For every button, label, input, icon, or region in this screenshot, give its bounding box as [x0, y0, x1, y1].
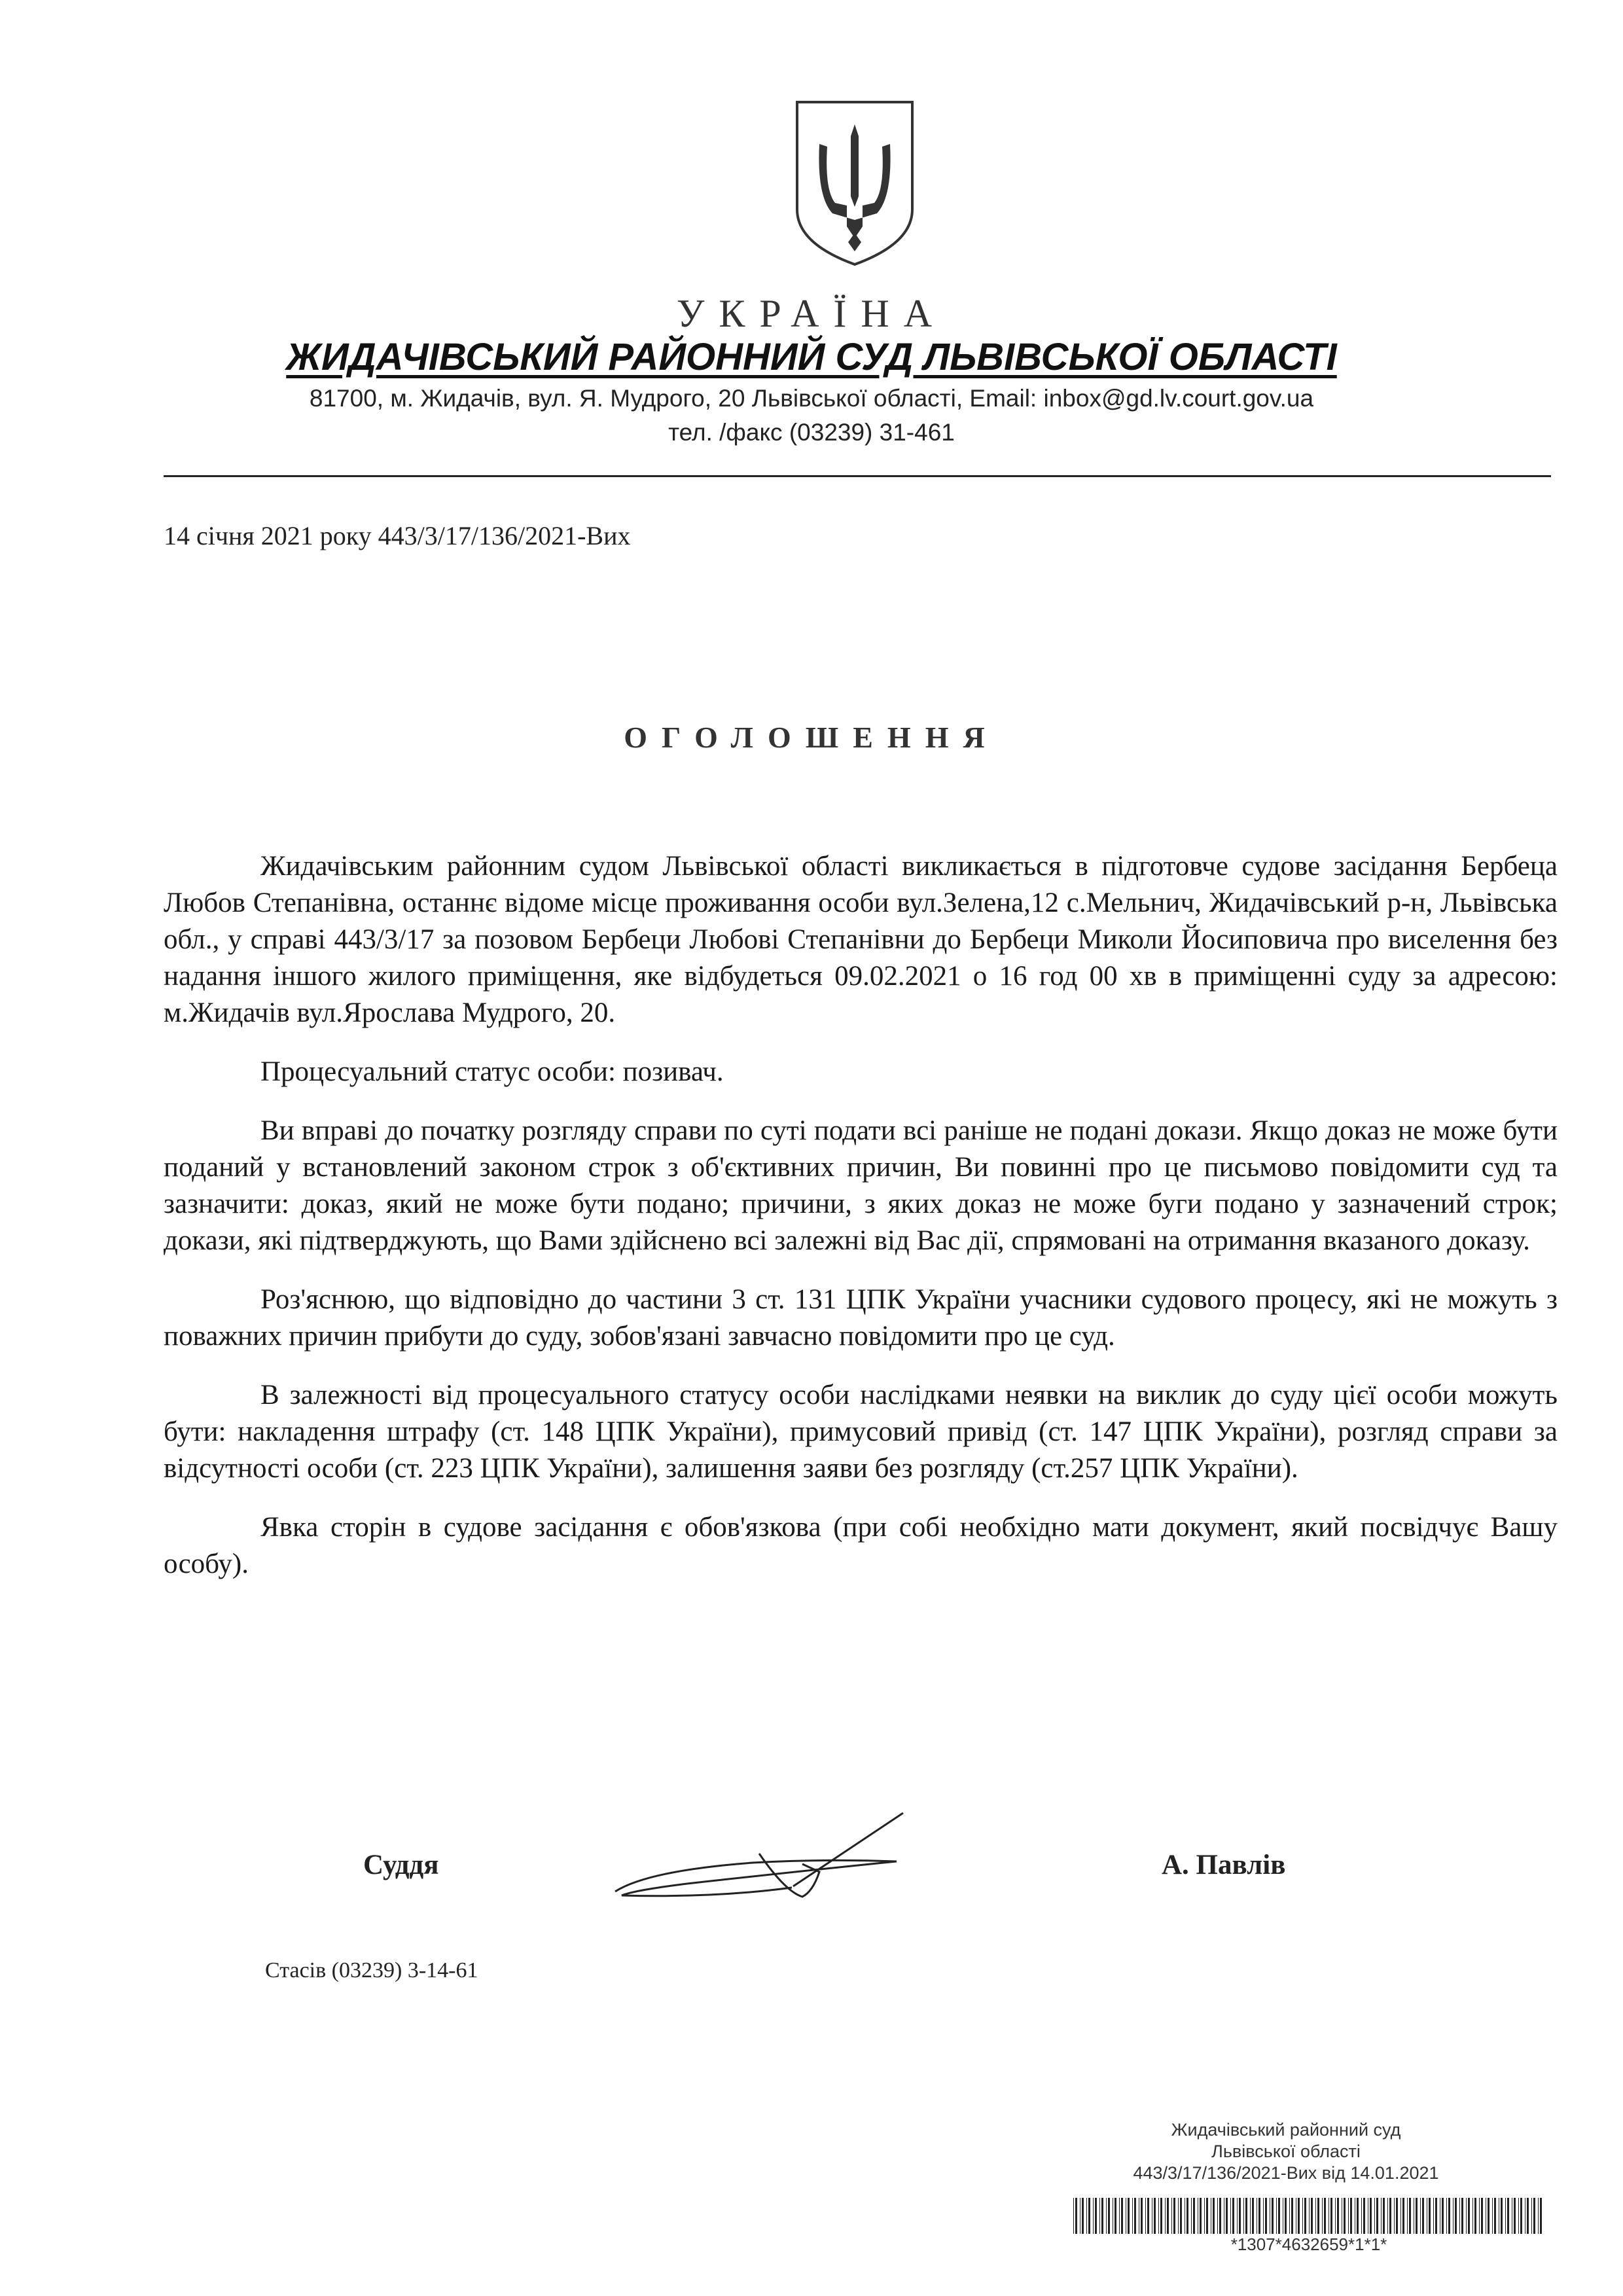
- coat-of-arms-trident-icon: [793, 98, 916, 268]
- barcode-image: [1073, 2198, 1544, 2234]
- stamp-line-number: 443/3/17/136/2021-Вих від 14.01.2021: [1133, 2163, 1439, 2183]
- paragraph-consequences: В залежності від процесуального статусу особи наслідками неявки на виклик до суду цієї особи можуть бути: накладення штрафу (ст. 148 ЦПК України), примусовий привід (ст. 147 ЦПК України), розгляд справи за відсутності особи (ст. 223 ЦПК України), залишення заяви без розгляду (ст.257 ЦПК України).: [164, 1380, 1558, 1484]
- judge-label: Суддя: [363, 1850, 439, 1880]
- stamp-line-court: Жидачівський районний суд: [1171, 2120, 1401, 2140]
- document-title: ОГОЛОШЕННЯ: [624, 721, 999, 754]
- handwritten-signature: [609, 1806, 936, 1918]
- court-name: ЖИДАЧІВСЬКИЙ РАЙОННИЙ СУД ЛЬВІВСЬКОЇ ОБЛАСТІ: [286, 336, 1337, 378]
- court-address: 81700, м. Жидачів, вул. Я. Мудрого, 20 Львівської області, Email: inbox@gd.lv.court.gov.ua: [309, 385, 1314, 412]
- court-phone: тел. /факс (03239) 31-461: [668, 419, 955, 446]
- barcode-number: *1307*4632659*1*1*: [1230, 2234, 1387, 2254]
- outgoing-reference: 14 січня 2021 року 443/3/17/136/2021-Вих: [164, 521, 631, 550]
- country-heading: УКРАЇНА: [676, 292, 947, 335]
- paragraph-status: Процесуальний статус особи: позивач.: [260, 1056, 724, 1087]
- stamp-line-region: Львівської області: [1211, 2142, 1361, 2161]
- judge-name: А. Павлів: [1162, 1850, 1286, 1880]
- registration-stamp: [1047, 2119, 1525, 2184]
- document-body: [164, 848, 1558, 1605]
- paragraph-evidence: Ви вправі до початку розгляду справи по суті подати всі раніше не подані докази. Якщо доказ не може бути поданий у встановлений законом строк з об'єктивних причин, Ви повинні про це письмово повідомити суд та зазначити: доказ, який не може бути подано; причини, з яких доказ не може буги подано у зазначений строк; докази, які підтверджують, що Вами здійснено всі залежні від Вас дії, спрямовані на отримання вказаного доказу.: [164, 1115, 1558, 1256]
- header-divider: [164, 475, 1551, 477]
- paragraph-summons: Жидачівським районним судом Львівської області викликається в підготовче судове засідання Бербеца Любов Степанівна, останнє відоме місце проживання особи вул.Зелена,12 с.Мельнич, Жидачівський р-н, Львівська обл., у справі 443/3/17 за позовом Бербеци Любові Степанівни до Бербеци Миколи Йосиповича про виселення без надання іншого жилого приміщення, яке відбудеться 09.02.2021 о 16 год 00 хв в приміщенні суду за адресою: м.Жидачів вул.Ярослава Мудрого, 20.: [164, 851, 1558, 1028]
- paragraph-notice: Роз'яснюю, що відповідно до частини 3 ст. 131 ЦПК України учасники судового процесу, які не можуть з поважних причин прибути до суду, зобов'язані завчасно повідомити про це суд.: [164, 1284, 1558, 1352]
- paragraph-attendance: Явка сторін в судове засідання є обов'язкова (при собі необхідно мати документ, який посвідчує Вашу особу).: [164, 1512, 1558, 1579]
- executor-contact: Стасів (03239) 3-14-61: [265, 1958, 478, 1982]
